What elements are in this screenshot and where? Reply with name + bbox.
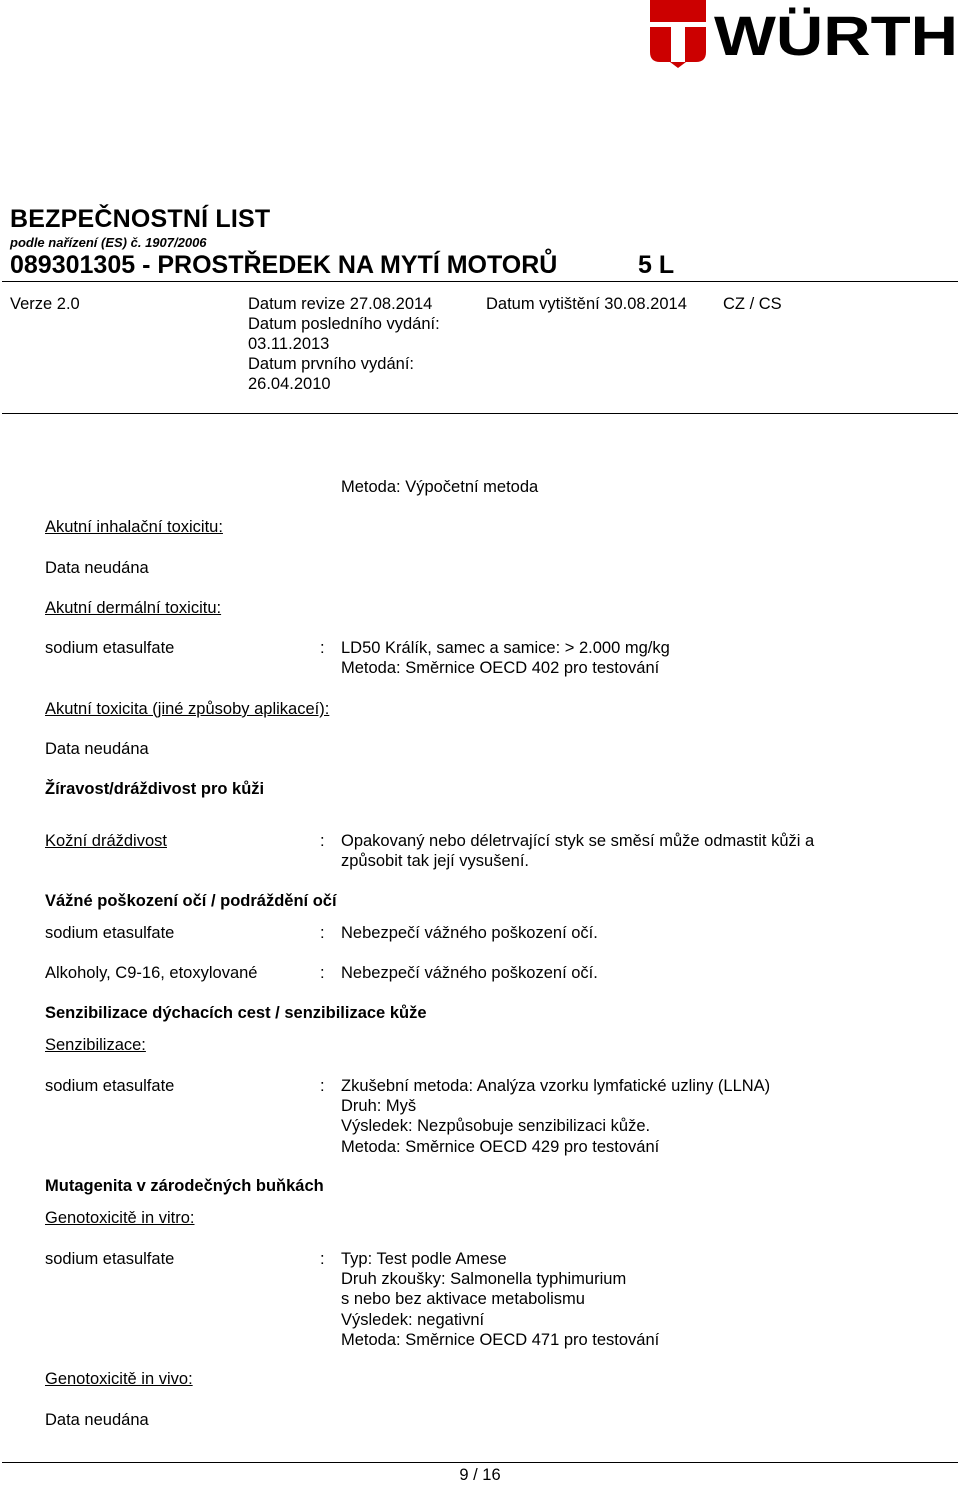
eye-substance: sodium etasulfate [45, 924, 175, 942]
sensitisation-label: Senzibilizace: [45, 1036, 146, 1054]
result-line: Výsledek: negativní [341, 1310, 485, 1329]
calculation-method: Metoda: Výpočetní metoda [341, 478, 539, 496]
colon: : [320, 924, 325, 942]
genotoxicity-in-vivo-value: Data neudána [45, 1411, 149, 1429]
acute-inhalation-label: Akutní inhalační toxicitu: [45, 518, 223, 536]
date-block [248, 294, 440, 394]
product-name: 089301305 - PROSTŘEDEK NA MYTÍ MOTORŮ [10, 251, 558, 279]
locale: CZ / CS [723, 295, 782, 313]
result-line: Zkušební metoda: Analýza vzorku lymfatické uzliny (LLNA) [341, 1077, 771, 1095]
revision-date: Datum revize 27.08.2014 [248, 295, 433, 313]
result-line: způsobit tak její vysušení. [341, 852, 530, 871]
first-issue-date: 26.04.2010 [248, 375, 331, 393]
colon: : [320, 832, 325, 850]
result-line: Typ: Test podle Amese [341, 1250, 507, 1268]
footer-rule [2, 1462, 958, 1463]
eye-damage-heading: Vážné poškození očí / podráždění očí [45, 892, 337, 910]
result-line: LD50 Králík, samec a samice: > 2.000 mg/kg [341, 639, 670, 657]
colon: : [320, 639, 325, 657]
genotoxicity-in-vitro-result [341, 1249, 659, 1350]
eye-result: Nebezpečí vážného poškození očí. [341, 964, 598, 982]
skin-irritation-label: Kožní dráždivost [45, 832, 167, 850]
last-issue-label: Datum posledního vydání: [248, 315, 440, 333]
acute-dermal-label: Akutní dermální toxicitu: [45, 599, 222, 617]
result-line: Metoda: Směrnice OECD 402 pro testování [341, 659, 660, 678]
result-line: s nebo bez aktivace metabolismu [341, 1290, 585, 1309]
skin-irritation-value [341, 831, 814, 871]
colon: : [320, 1250, 325, 1268]
acute-dermal-substance: sodium etasulfate [45, 639, 175, 657]
result-line: Metoda: Směrnice OECD 429 pro testování [341, 1137, 660, 1156]
mutagenicity-heading: Mutagenita v zárodečných buňkách [45, 1177, 324, 1195]
result-line: Druh zkoušky: Salmonella typhimurium [341, 1270, 627, 1289]
sensitisation-substance: sodium etasulfate [45, 1077, 175, 1095]
acute-other-value: Data neudána [45, 740, 149, 758]
skin-corrosion-heading: Žíravost/dráždivost pro kůži [45, 780, 265, 798]
sensitisation-heading: Senzibilizace dýchacích cest / senzibilizace kůže [45, 1004, 427, 1022]
genotoxicity-in-vitro-label: Genotoxicitě in vitro: [45, 1209, 195, 1227]
eye-substance: Alkoholy, C9-16, etoxylované [45, 964, 258, 982]
print-date: Datum vytištění 30.08.2014 [486, 295, 687, 313]
wurth-logo [650, 0, 960, 70]
header-rule-bottom [2, 413, 958, 414]
header-rule-top [2, 281, 958, 282]
result-line: Opakovaný nebo déletrvající styk se směsí může odmastit kůži a [341, 832, 815, 850]
eye-result: Nebezpečí vážného poškození očí. [341, 924, 598, 942]
genotoxicity-in-vivo-label: Genotoxicitě in vivo: [45, 1370, 193, 1388]
result-line: Metoda: Směrnice OECD 471 pro testování [341, 1330, 660, 1349]
page-number: 9 / 16 [459, 1466, 501, 1484]
result-line: Výsledek: Nezpůsobuje senzibilizaci kůže. [341, 1117, 651, 1136]
acute-other-label: Akutní toxicita (jiné způsoby aplikaceí): [45, 700, 330, 718]
first-issue-label: Datum prvního vydání: [248, 355, 414, 373]
regulation-reference: podle nařízení (ES) č. 1907/2006 [10, 235, 207, 250]
colon: : [320, 964, 325, 982]
colon: : [320, 1077, 325, 1095]
result-line: Druh: Myš [341, 1097, 417, 1116]
genotoxicity-substance: sodium etasulfate [45, 1250, 175, 1268]
acute-dermal-result [341, 638, 670, 678]
version: Verze 2.0 [10, 295, 80, 313]
document-title: BEZPEČNOSTNÍ LIST [10, 205, 271, 233]
acute-inhalation-value: Data neudána [45, 559, 149, 577]
logo-text: WÜRTH [714, 4, 958, 67]
last-issue-date: 03.11.2013 [248, 335, 330, 353]
product-size: 5 L [638, 251, 675, 279]
sensitisation-result [341, 1076, 770, 1157]
